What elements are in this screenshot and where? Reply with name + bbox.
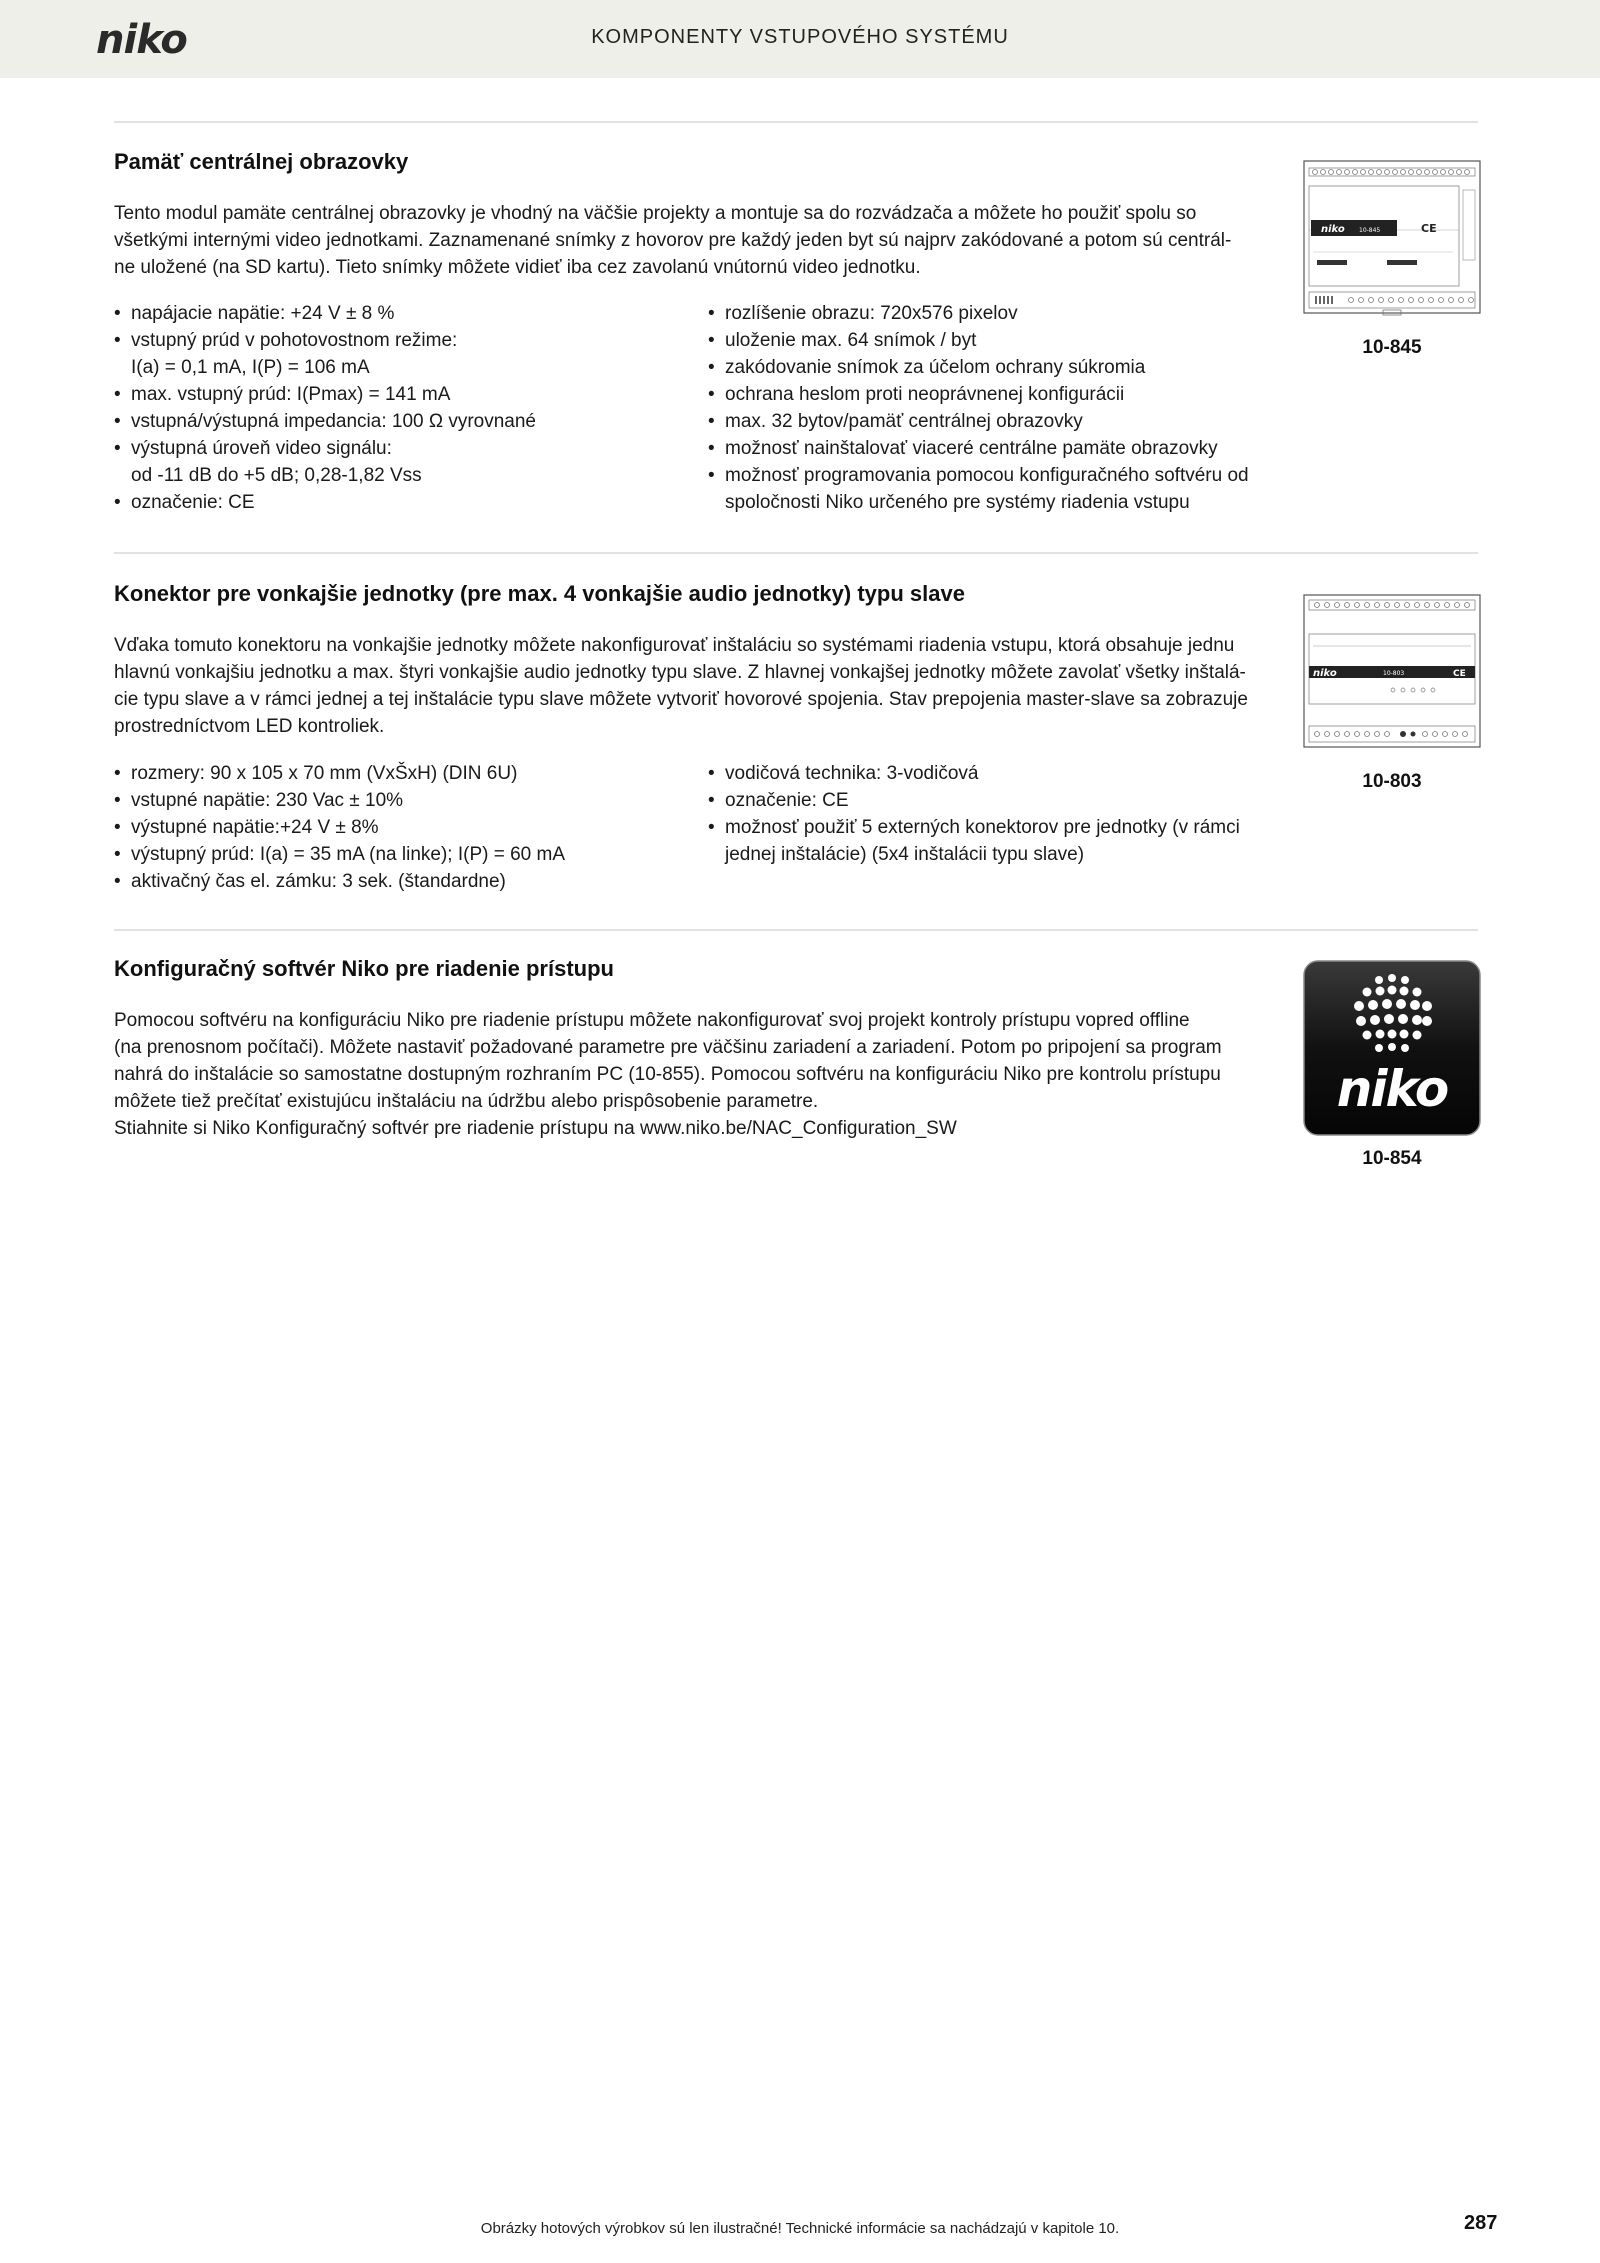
description-line: nahrá do inštalácie so samostatne dostupným rozhraním PC (10-855). Pomocou softvéru na konfiguráciu Niko pre kontrolu prístupu (114, 1064, 1221, 1085)
spec-item: • max. vstupný prúd: I(Pmax) = 141 mA (114, 381, 694, 408)
spec-item: • označenie: CE (114, 489, 694, 516)
device-brand: niko (1321, 224, 1345, 235)
device-code: 10-845 (1359, 227, 1381, 234)
description-line: môžete tiež prečítať existujúcu inštaláciu na údržbu alebo prispôsobenie parametre. (114, 1091, 819, 1112)
spec-list-left (114, 300, 694, 516)
niko-software-icon (1303, 960, 1481, 1136)
spec-item: • vstupná/výstupná impedancia: 100 Ω vyrovnané (114, 408, 694, 435)
svg-text:CE: CE (1453, 669, 1466, 679)
niko-logo: niko (96, 17, 187, 63)
section-divider (114, 121, 1478, 123)
description-line: Stiahnite si Niko Konfiguračný softvér pre riadenie prístupu na www.niko.be/NAC_Configuration_SW (114, 1118, 957, 1139)
spec-item-continuation: spoločnosti Niko určeného pre systémy riadenia vstupu (725, 492, 1190, 513)
description-line: Tento modul pamäte centrálnej obrazovky je vhodný na väčšie projekty a montuje sa do rozvádzača a môžete ho použiť spolu so (114, 203, 1197, 224)
product-10-854 (1303, 960, 1481, 1175)
svg-text:CE: CE (1421, 222, 1437, 235)
footer-note: Obrázky hotových výrobkov sú len ilustračné! Technické informácie sa nachádzajú v kapitole 10. (480, 2220, 1120, 2237)
product-10-803 (1303, 594, 1481, 794)
spec-item: • rozlíšenie obrazu: 720x576 pixelov (708, 300, 1298, 327)
spec-item: • napájacie napätie: +24 V ± 8 % (114, 300, 694, 327)
product-code: 10-854 (1362, 1148, 1422, 1169)
spec-item: • možnosť nainštalovať viaceré centrálne pamäte obrazovky (708, 435, 1298, 462)
header-title: KOMPONENTY VSTUPOVÉHO SYSTÉMU (591, 26, 1009, 48)
section-divider (114, 552, 1478, 554)
description-line: hlavnú vonkajšiu jednotku a max. štyri vonkajšie audio jednotky typu slave. Z hlavnej vonkajšej jednotky môžete zavolať všetky inštalá- (114, 662, 1246, 683)
description-line: prostredníctvom LED kontroliek. (114, 716, 385, 737)
description-line: (na prenosnom počítači). Môžete nastaviť požadované parametre pre väčšinu zariadení a zariadení. Potom po pripojení sa program (114, 1037, 1222, 1058)
page-header (0, 0, 1600, 78)
section-title: Konektor pre vonkajšie jednotky (pre max. 4 vonkajšie audio jednotky) typu slave (114, 581, 965, 606)
section-description (114, 632, 1274, 740)
description-line: Pomocou softvéru na konfiguráciu Niko pre riadenie prístupu môžete nakonfigurovať svoj projekt kontroly prístupu vopred offline (114, 1010, 1190, 1031)
section-config-software (114, 955, 1478, 1155)
section-description (114, 1007, 1274, 1142)
product-10-845 (1303, 160, 1481, 360)
spec-item: • označenie: CE (708, 787, 1298, 814)
section-slave-connector (114, 580, 1478, 910)
product-code: 10-803 (1362, 771, 1422, 792)
spec-item: • výstupná úroveň video signálu: (114, 435, 694, 462)
description-line: všetkými internými video jednotkami. Zaznamenané snímky z hovorov pre každý jeden byt sú najprv zakódované a potom sú centrál- (114, 230, 1232, 251)
din-module-image (1303, 594, 1481, 750)
spec-item-continuation: od -11 dB do +5 dB; 0,28-1,82 Vss (131, 465, 422, 486)
spec-item: • vodičová technika: 3-vodičová (708, 760, 1298, 787)
spec-item: • výstupné napätie:+24 V ± 8% (114, 814, 694, 841)
spec-item: • vstupné napätie: 230 Vac ± 10% (114, 787, 694, 814)
section-divider (114, 929, 1478, 931)
spec-item-continuation: jednej inštalácie) (5x4 inštalácii typu slave) (725, 844, 1085, 865)
description-line: Vďaka tomuto konektoru na vonkajšie jednotky môžete nakonfigurovať inštaláciu so systémami riadenia vstupu, ktorá obsahuje jednu (114, 635, 1235, 656)
description-line: cie typu slave a v rámci jednej a tej inštalácie typu slave môžete vytvoriť hovorové spojenia. Stav prepojenia master-slave sa zobrazuje (114, 689, 1248, 710)
section-title: Konfiguračný softvér Niko pre riadenie prístupu (114, 956, 614, 981)
section-description (114, 200, 1274, 281)
spec-item: • vstupný prúd v pohotovostnom režime: (114, 327, 694, 354)
spec-item: • rozmery: 90 x 105 x 70 mm (VxŠxH) (DIN 6U) (114, 760, 694, 787)
spec-list-left (114, 760, 694, 895)
description-line: ne uložené (na SD kartu). Tieto snímky môžete vidieť iba cez zavolanú vnútornú video jednotku. (114, 257, 921, 278)
spec-list-right (708, 300, 1298, 516)
icon-brand-text: niko (1336, 1060, 1448, 1118)
spec-item: • možnosť programovania pomocou konfiguračného softvéru od (708, 462, 1298, 489)
spec-item-continuation: I(a) = 0,1 mA, I(P) = 106 mA (131, 357, 370, 378)
page-number: 287 (1464, 2212, 1498, 2234)
product-code: 10-845 (1362, 337, 1422, 358)
spec-item: • uloženie max. 64 snímok / byt (708, 327, 1298, 354)
spec-list-right (708, 760, 1298, 868)
section-title: Pamäť centrálnej obrazovky (114, 149, 409, 174)
spec-item: • ochrana heslom proti neoprávnenej konfigurácii (708, 381, 1298, 408)
spec-item: • výstupný prúd: I(a) = 35 mA (na linke); I(P) = 60 mA (114, 841, 694, 868)
device-code: 10-803 (1383, 670, 1405, 677)
spec-item: • možnosť použiť 5 externých konektorov pre jednotky (v rámci (708, 814, 1298, 841)
spec-item: • zakódovanie snímok za účelom ochrany súkromia (708, 354, 1298, 381)
spec-item: • max. 32 bytov/pamäť centrálnej obrazovky (708, 408, 1298, 435)
device-brand: niko (1313, 668, 1337, 679)
spec-item: • aktivačný čas el. zámku: 3 sek. (štandardne) (114, 868, 694, 895)
din-module-image (1303, 160, 1481, 316)
section-central-memory (114, 148, 1478, 528)
